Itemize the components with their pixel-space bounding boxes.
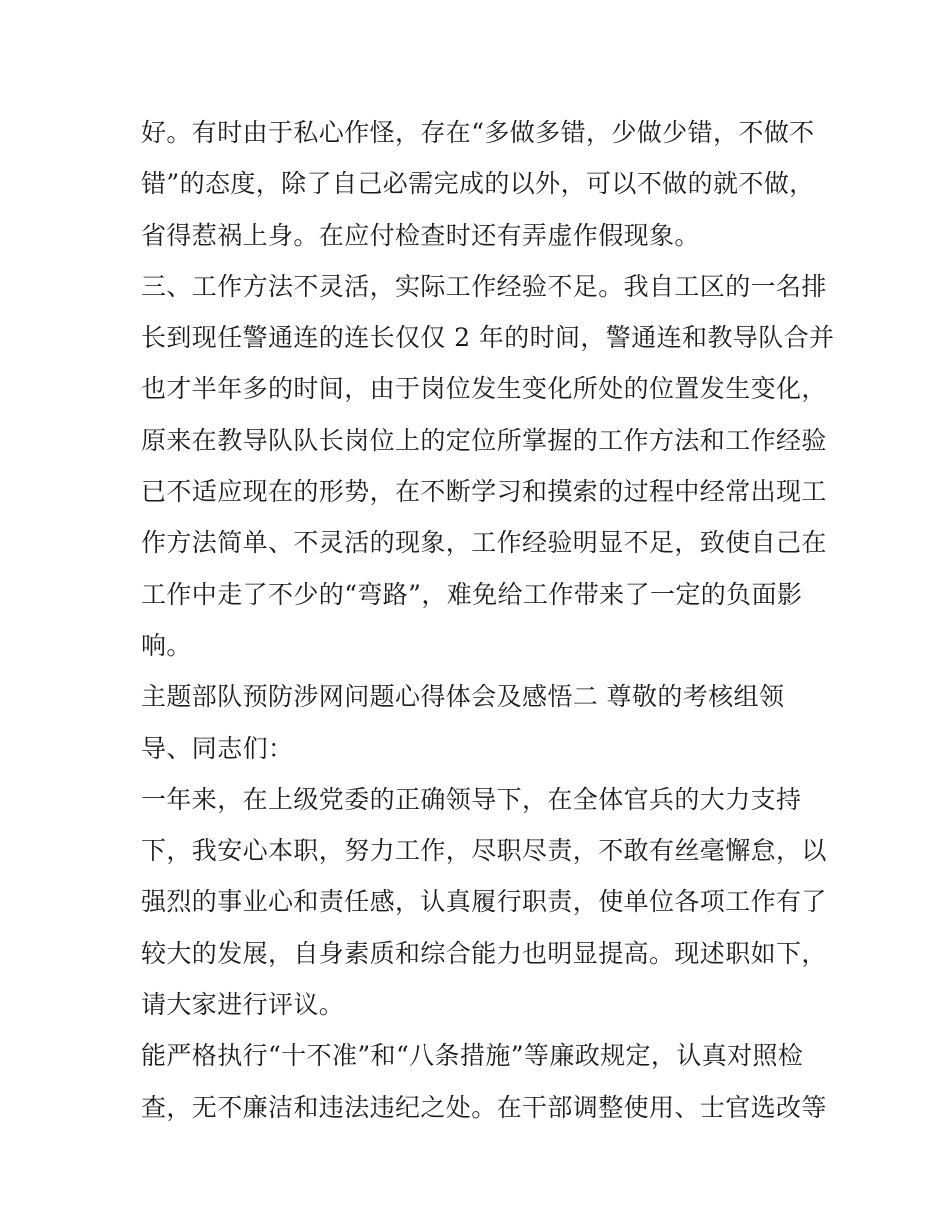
text-line: 也才半年多的时间，由于岗位发生变化所处的位置发生变化， [141, 374, 827, 404]
text-line: 查，无不廉洁和违法违纪之处。在干部调整使用、士官选改等 [141, 1092, 827, 1122]
text-line: 三、工作方法不灵活，实际工作经验不足。我自工区的一名排 [141, 271, 827, 301]
text-line: 一年来，在上级党委的正确领导下，在全体官兵的大力支持 [141, 784, 802, 814]
document-body [141, 107, 835, 1133]
text-line: 已不适应现在的形势，在不断学习和摸索的过程中经常出现工 [141, 477, 827, 507]
text-line: 长到现任警通连的连长仅仅 2 年的时间，警通连和教导队合并 [141, 323, 835, 353]
text-line: 工作中走了不少的“弯路”，难免给工作带来了一定的负面影 [141, 579, 803, 609]
text-line: 省得惹祸上身。在应付检查时还有弄虚作假现象。 [141, 220, 700, 250]
text-line: 强烈的事业心和责任感，认真履行职责，使单位各项工作有了 [141, 887, 827, 917]
section-heading-line: 主题部队预防涉网问题心得体会及感悟二 尊敬的考核组领 [141, 682, 785, 712]
text-line: 作方法简单、不灵活的现象，工作经验明显不足，致使自己在 [141, 528, 827, 558]
salutation-line: 导、同志们： [141, 733, 294, 763]
text-line: 下，我安心本职，努力工作，尽职尽责，不敢有丝毫懈怠，以 [141, 836, 827, 866]
text-line: 能严格执行“十不准”和“八条措施”等廉政规定，认真对照检 [141, 1041, 804, 1071]
text-line: 原来在教导队队长岗位上的定位所掌握的工作方法和工作经验 [141, 425, 827, 455]
text-line: 错”的态度，除了自己必需完成的以外，可以不做的就不做， [141, 169, 815, 199]
text-line: 较大的发展，自身素质和综合能力也明显提高。现述职如下， [141, 938, 827, 968]
text-line: 请大家进行评议。 [141, 990, 345, 1020]
text-line: 响。 [141, 630, 192, 660]
text-line: 好。有时由于私心作怪，存在“多做多错，少做少错，不做不 [141, 118, 815, 147]
